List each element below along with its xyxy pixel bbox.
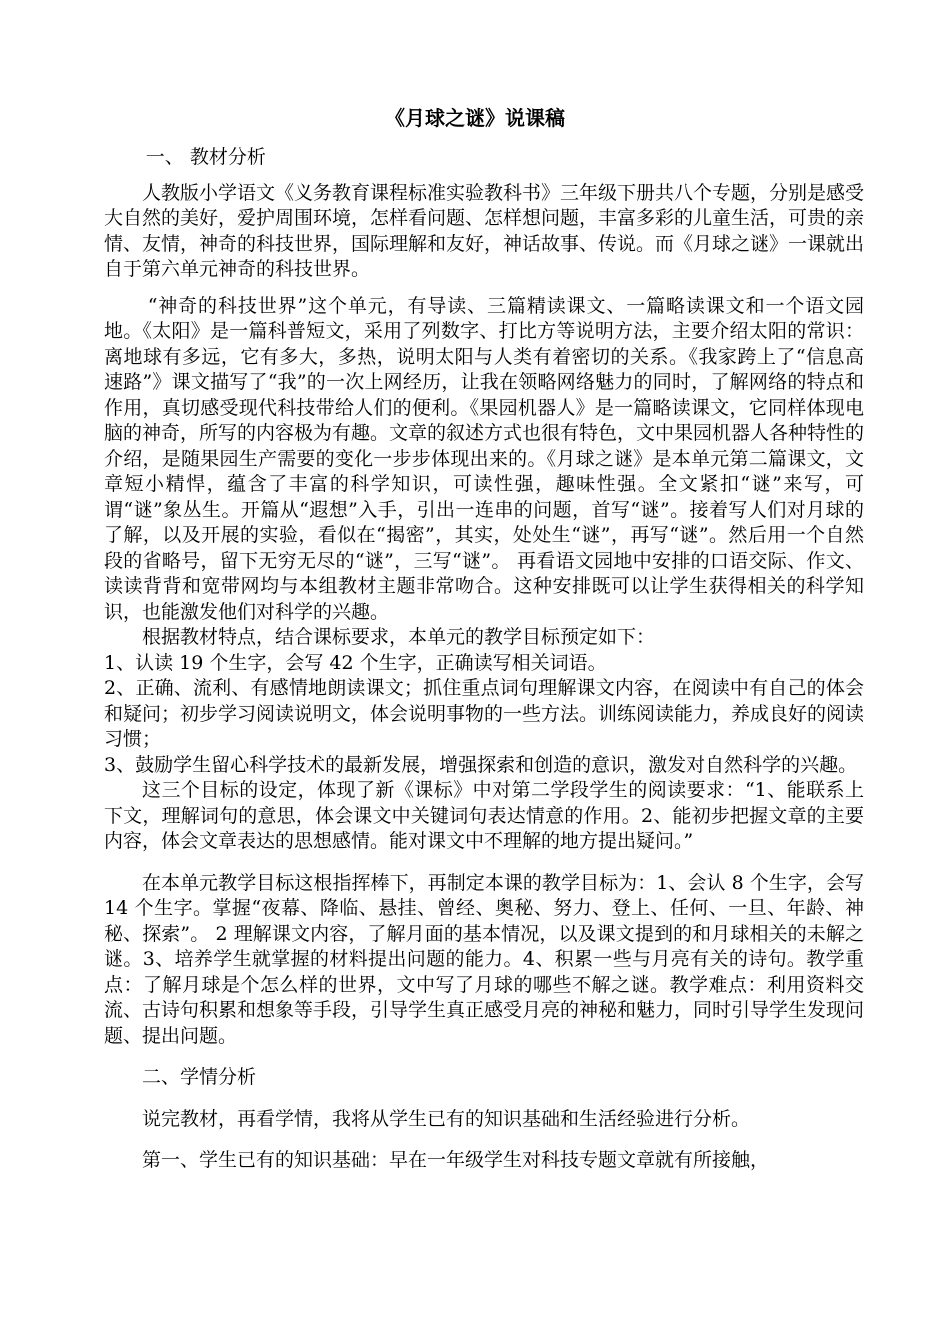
paragraph-lesson-goals: 在本单元教学目标这根指挥棒下，再制定本课的教学目标为：1、会认 8 个生字，会写 14 个生字。掌握“夜幕、降临、悬挂、曾经、奥秘、努力、登上、任何、一旦、年龄、神秘、探索”。 2 理解课文内容，了解月面的基本情况，以及课文提到的和月球相关的未解之谜。3、培养学生就掌握的材料提出问题的能力。4、积累一些与月亮有关的诗句。教学重点：了解月球是个怎么样的世界，文中写了月球的哪些不解之谜。教学难点：利用资料交流、古诗句积累和想象等手段，引导学生真正感受月亮的神秘和魅力，同时引导学生发现问题、提出问题。 xyxy=(104,871,865,1047)
paragraph-student-knowledge-base: 第一、学生已有的知识基础：早在一年级学生对科技专题文章就有所接触， xyxy=(142,1149,770,1171)
paragraph-curriculum-requirements: 这三个目标的设定，体现了新《课标》中对第二学段学生的阅读要求：“1、能联系上下文，理解词句的意思，体会课文中关键词句表达情意的作用。2、能初步把握文章的主要内容，体会文章表达的思想感情。能对课文中不理解的地方提出疑问。” xyxy=(104,779,864,852)
paragraph-student-analysis-intro: 说完教材，再看学情，我将从学生已有的知识基础和生活经验进行分析。 xyxy=(142,1107,751,1130)
document-title: 《月球之谜》说课稿 xyxy=(385,106,565,130)
goal-item-3: 3、鼓励学生留心科学技术的最新发展，增强探索和创造的意识，激发对自然科学的兴趣。 xyxy=(104,753,858,776)
goal-item-2: 2、正确、流利、有感情地朗读课文；抓住重点词句理解课文内容，在阅读中有自己的体会和疑问；初步学习阅读说明文，体会说明事物的一些方法。训练阅读能力，养成良好的阅读习惯； xyxy=(104,677,865,750)
goal-item-1: 1、认读 19 个生字，会写 42 个生字，正确读写相关词语。 xyxy=(104,651,607,674)
paragraph-unit-goals-intro: 根据教材特点，结合课标要求，本单元的教学目标预定如下： xyxy=(142,626,656,648)
paragraph-textbook-intro: 人教版小学语文《义务教育课程标准实验教科书》三年级下册共八个专题，分别是感受大自然的美好，爱护周围环境，怎样看问题、怎样想问题，丰富多彩的儿童生活，可贵的亲情、友情，神奇的科技世界，国际理解和友好，神话故事、传说。而《月球之谜》一课就出自于第六单元神奇的科技世界。 xyxy=(104,181,865,280)
section-heading-student-analysis: 二、学情分析 xyxy=(142,1066,257,1088)
document-body xyxy=(104,145,864,1174)
section-heading-textbook-analysis: 一、 教材分析 xyxy=(145,146,266,168)
paragraph-unit-description: “神奇的科技世界”这个单元，有导读、三篇精读课文、一篇略读课文和一个语文园地。《太阳》是一篇科普短文，采用了列数字、打比方等说明方法，主要介绍太阳的常识：离地球有多远，它有多大，多热，说明太阳与人类有着密切的关系。《我家跨上了“信息高速路”》课文描写了“我”的一次上网经历，让我在领略网络魅力的同时，了解网络的特点和作用，真切感受现代科技带给人们的便利。《果园机器人》是一篇略读课文，它同样体现电脑的神奇，所写的内容极为有趣。文章的叙述方式也很有特色，文中果园机器人各种特性的介绍，是随果园生产需要的变化一步步体现出来的。《月球之谜》是本单元第二篇课文，文章短小精悍，蕴含了丰富的科学知识，可读性强，趣味性强。全文紧扣“谜”来写，可谓“谜”象丛生。开篇从“遐想”入手，引出一连串的问题，首写“谜”。接着写人们对月球的了解，以及开展的实验，看似在“揭密”，其实，处处生“谜”，再写“谜”。然后用一个自然段的省略号，留下无穷无尽的“谜”，三写“谜”。 再看语文园地中安排的口语交际、作文、读读背背和宽带网均与本组教材主题非常吻合。这种安排既可以让学生获得相关的科学知识，也能激发他们对科学的兴趣。 xyxy=(104,294,865,623)
